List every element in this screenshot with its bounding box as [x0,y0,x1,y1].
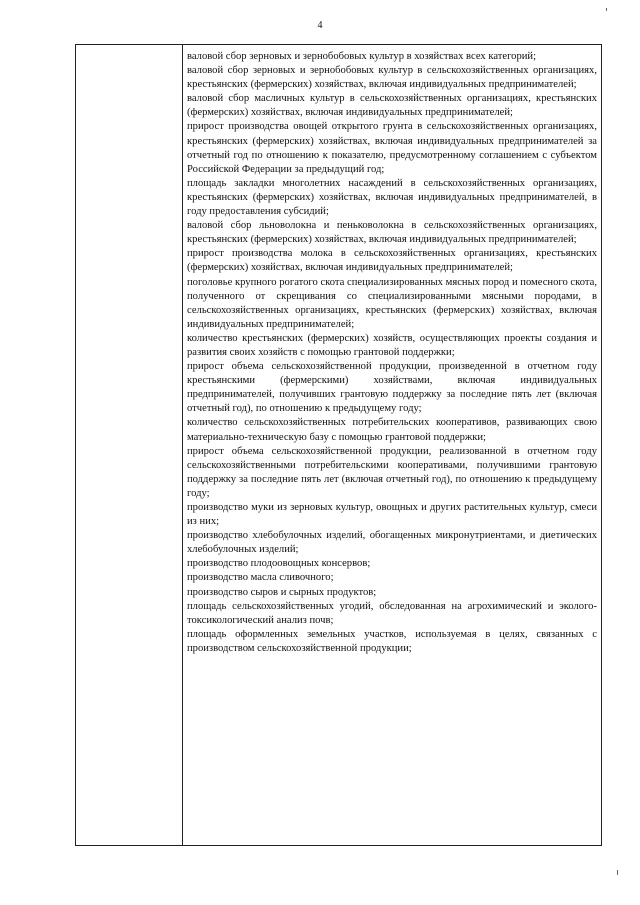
list-item: количество сельскохозяйственных потребительских кооперативов, развивающих свою материально-техническую базу с помощью грантовой поддержки; [187,417,597,443]
list-item: прирост объема сельскохозяйственной продукции, реализованной в отчетном году сельскохозяйственными потребительскими кооперативами, получившими грантовую поддержку за последние пять лет (включая отчетный год), по отношению к предыдущему году; [187,445,597,499]
list-item: производство масла сливочного; [187,572,334,584]
list-item: площадь оформленных земельных участков, используемая в целях, связанных с производством сельскохозяйственной продукции; [187,628,597,654]
list-item: производство сыров и сырных продуктов; [187,586,377,598]
list-item: валовой сбор льноволокна и пеньковолокна в сельскохозяйственных организациях, крестьянских (фермерских) хозяйствах, включая индивидуальных предпринимателей; [187,220,597,246]
list-item: поголовье крупного рогатого скота специализированных мясных пород и помесного скота, полученного от скрещивания со специализированными мясными породами, в сельскохозяйственных организациях, крестьянских (фермерских) хозяйствах, включая индивидуальных предпринимателей; [187,276,597,330]
list-item: количество крестьянских (фермерских) хозяйств, осуществляющих проекты создания и развития своих хозяйств с помощью грантовой поддержки; [187,332,597,358]
column-divider [182,45,183,845]
list-item: валовой сбор зерновых и зернобобовых культур в хозяйствах всех категорий; [187,51,537,62]
scan-mark [606,8,607,11]
list-item: площадь закладки многолетних насаждений в сельскохозяйственных организациях, крестьянских (фермерских) хозяйствах, включая индивидуальных предпринимателей, в году предоставления субсидий; [187,177,597,218]
document-table [75,44,602,846]
list-item: прирост производства овощей открытого грунта в сельскохозяйственных организациях, крестьянских (фермерских) хозяйствах, включая индивидуальных предпринимателей за отчетный год по отношению к показателю, предусмотренному соглашением с субъектом Российской Федерации за предыдущий год; [187,121,597,175]
list-item: прирост производства молока в сельскохозяйственных организациях, крестьянских (фермерских) хозяйствах, включая индивидуальных предпринимателей; [187,248,597,274]
scan-mark [617,870,618,875]
list-item: прирост объема сельскохозяйственной продукции, произведенной в отчетном году крестьянскими (фермерскими) хозяйствами, включая индивидуальных предпринимателей, получивших грантовую поддержку за последние пять лет (включая отчетный год), по отношению к предыдущему году; [187,361,597,415]
indicator-list [187,50,597,656]
list-item: площадь сельскохозяйственных угодий, обследованная на агрохимический и эколого-токсикологический анализ почв; [187,600,597,626]
page-number: 4 [317,20,323,31]
list-item: валовой сбор зерновых и зернобобовых культур в сельскохозяйственных организациях, крестьянских (фермерских) хозяйствах, включая индивидуальных предпринимателей; [187,65,597,91]
list-item: производство муки из зерновых культур, овощных и других растительных культур, смеси из них; [187,502,597,528]
list-item: производство хлебобулочных изделий, обогащенных микронутриентами, и диетических хлебобулочных изделий; [187,530,597,556]
list-item: производство плодоовощных консервов; [187,558,371,570]
list-item: валовой сбор масличных культур в сельскохозяйственных организациях, крестьянских (фермерских) хозяйствах, включая индивидуальных предпринимателей; [187,93,597,119]
